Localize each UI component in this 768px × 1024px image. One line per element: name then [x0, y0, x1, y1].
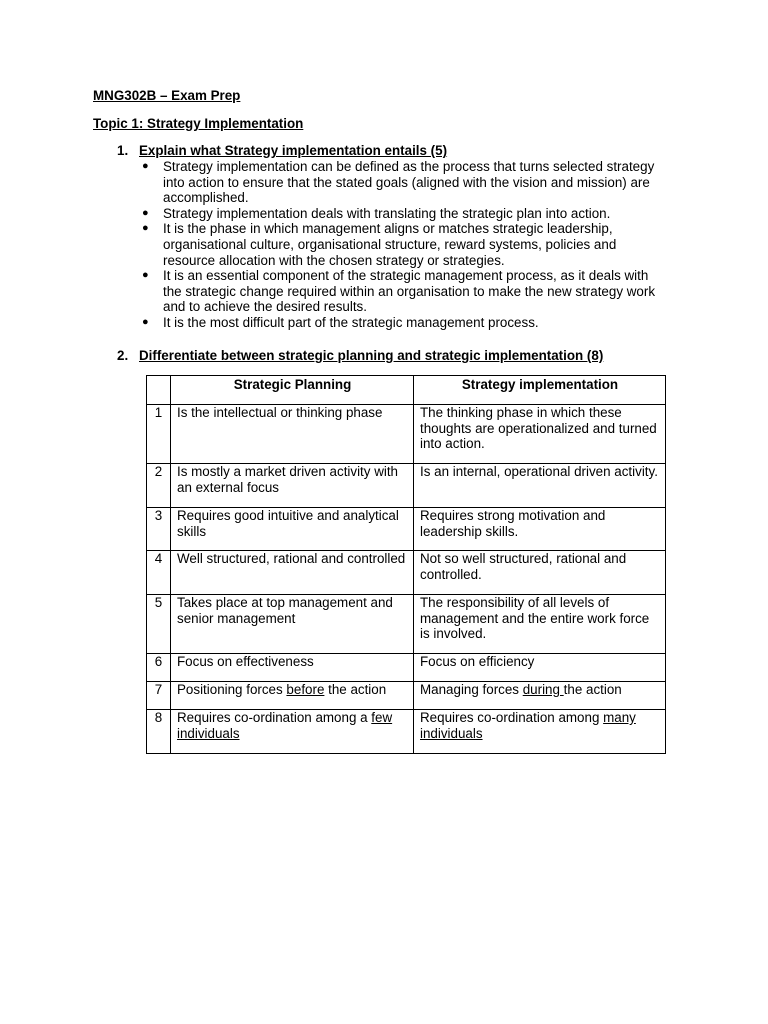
bullet-icon: ● — [142, 222, 149, 235]
list-item: ● It is the phase in which management aligns or matches strategic leadership, organisational culture, organisational structure, reward systems, policies and resource allocation with the chosen strategy or strategies. — [142, 221, 617, 268]
row-number: 7 — [147, 682, 171, 710]
table-row — [147, 551, 666, 595]
implementation-cell: Not so well structured, rational and controlled. — [414, 551, 666, 595]
question-1-number: 1. — [117, 143, 129, 158]
row-number: 5 — [147, 595, 171, 654]
list-item: ● It is an essential component of the strategic management process, as it deals with the strategic change required within an organisation to make the new strategy work and to achieve the desired results. — [142, 268, 656, 315]
table-header-row — [147, 376, 666, 405]
question-2-heading — [117, 348, 603, 364]
planning-cell: Requires co-ordination among a few individuals — [171, 710, 414, 754]
table-header-number — [147, 376, 171, 405]
document-title: MNG302B – Exam Prep — [93, 88, 241, 103]
planning-cell: Positioning forces before the action — [171, 682, 414, 710]
topic-heading: Topic 1: Strategy Implementation — [93, 116, 304, 131]
bullet-icon: ● — [142, 206, 149, 219]
bullet-icon: ● — [142, 269, 149, 282]
list-item: ● Strategy implementation can be defined as the process that turns selected strategy into action to ensure that the stated goals (aligned with the vision and mission) are accomplished. — [142, 159, 655, 206]
implementation-cell: The responsibility of all levels of management and the entire work force is involved. — [414, 595, 666, 654]
underlined-word: many individuals — [420, 710, 636, 741]
row-number: 4 — [147, 551, 171, 595]
question-1-heading — [117, 143, 447, 159]
table-row — [147, 464, 666, 508]
implementation-cell: The thinking phase in which these thoughts are operationalized and turned into action. — [414, 405, 666, 464]
bullet-icon: ● — [142, 315, 149, 328]
comparison-table — [146, 375, 666, 754]
row-number: 8 — [147, 710, 171, 754]
planning-cell: Focus on effectiveness — [171, 654, 414, 682]
implementation-cell: Requires strong motivation and leadership skills. — [414, 508, 666, 551]
table-header-strategic-planning: Strategic Planning — [171, 376, 414, 405]
underlined-word: during — [522, 682, 564, 697]
table-row — [147, 654, 666, 682]
question-2-number: 2. — [117, 348, 129, 363]
implementation-cell: Requires co-ordination among many individuals — [414, 710, 666, 754]
row-number: 1 — [147, 405, 171, 464]
row-number: 6 — [147, 654, 171, 682]
implementation-cell: Managing forces during the action — [414, 682, 666, 710]
question-1-bullet-list — [140, 159, 660, 331]
implementation-cell: Is an internal, operational driven activity. — [414, 464, 666, 508]
planning-cell: Well structured, rational and controlled — [171, 551, 414, 595]
row-number: 2 — [147, 464, 171, 508]
table-header-strategy-implementation: Strategy implementation — [414, 376, 666, 405]
underlined-word: few individuals — [177, 710, 393, 741]
list-item: ● Strategy implementation deals with translating the strategic plan into action. — [142, 205, 611, 221]
question-1-text: Explain what Strategy implementation entails (5) — [139, 143, 448, 158]
bullet-icon: ● — [142, 160, 149, 172]
table-row — [147, 405, 666, 464]
question-2-text: Differentiate between strategic planning and strategic implementation (8) — [139, 348, 604, 363]
table-row — [147, 682, 666, 710]
implementation-cell: Focus on efficiency — [414, 654, 666, 682]
planning-cell: Takes place at top management and senior management — [171, 595, 414, 654]
planning-cell: Is mostly a market driven activity with an external focus — [171, 464, 414, 508]
table-row — [147, 710, 666, 754]
underlined-word: before — [286, 682, 325, 697]
list-item: ● It is the most difficult part of the strategic management process. — [142, 314, 539, 330]
planning-cell: Is the intellectual or thinking phase — [171, 405, 414, 464]
table-row — [147, 595, 666, 654]
row-number: 3 — [147, 508, 171, 551]
planning-cell: Requires good intuitive and analytical skills — [171, 508, 414, 551]
table-row — [147, 508, 666, 551]
